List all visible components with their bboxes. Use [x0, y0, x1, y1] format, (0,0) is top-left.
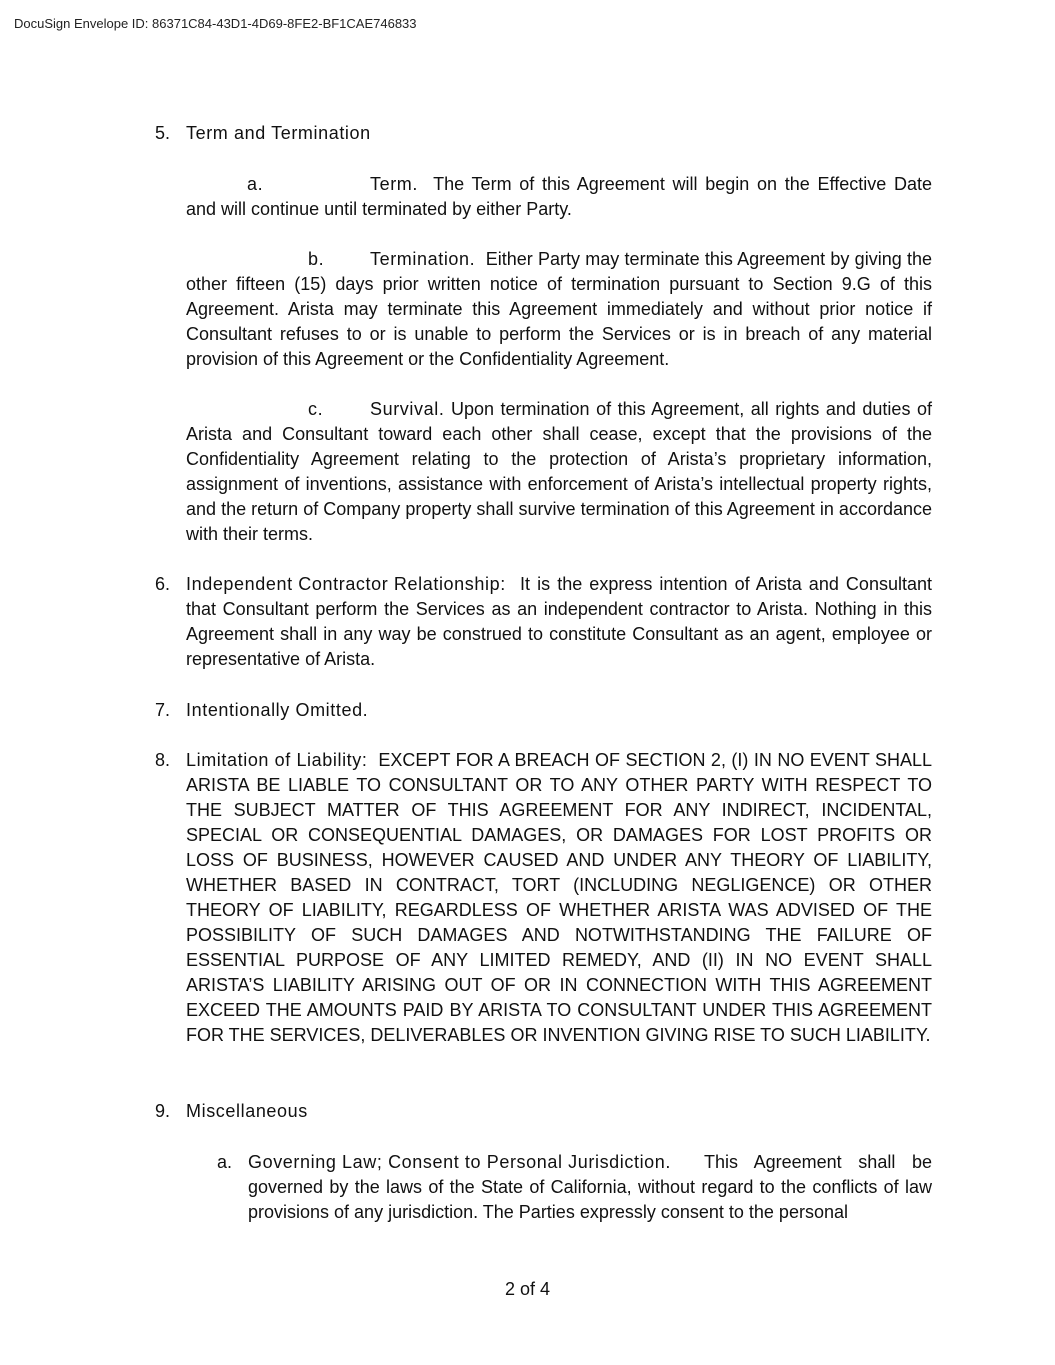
- section-9-number: 9.: [155, 1101, 171, 1121]
- section-5b-text: Either Party may terminate this Agreement by giving the other fifteen (15) days prior written notice of termination pursuant to Section 9.G of this Agreement. Arista may terminate this Agreement immediately and without prior notice if Consultant refuses to or is unable to perform the Services or is in breach of any material provision of this Agreement or the Confidentiality Agreement.: [186, 249, 932, 369]
- section-9a-paragraph: [248, 1150, 932, 1225]
- section-6-heading: Independent Contractor Relationship:: [186, 574, 506, 594]
- section-5b-marker: b.: [308, 249, 325, 269]
- section-8-paragraph: [186, 748, 932, 1048]
- section-7-title: Intentionally Omitted.: [186, 700, 369, 720]
- section-8-text: EXCEPT FOR A BREACH OF SECTION 2, (I) IN NO EVENT SHALL ARISTA BE LIABLE TO CONSULTANT OR TO ANY OTHER PARTY WITH RESPECT TO THE SUBJECT MATTER OF THIS AGREEMENT FOR ANY INDIRECT, INCIDENTAL, SPECIAL OR CONSEQUENTIAL DAMAGES, OR DAMAGES FOR LOST PROFITS OR LOSS OF BUSINESS, HOWEVER CAUSED AND UNDER ANY THEORY OF LIABILITY, WHETHER BASED IN CONTRACT, TORT (INCLUDING NEGLIGENCE) OR OTHER THEORY OF LIABILITY, REGARDLESS OF WHETHER ARISTA WAS ADVISED OF THE POSSIBILITY OF SUCH DAMAGES AND NOTWITHSTANDING THE FAILURE OF ESSENTIAL PURPOSE OF ANY LIMITED REMEDY, AND (II) IN NO EVENT SHALL ARISTA’S LIABILITY ARISING OUT OF OR IN CONNECTION WITH THIS AGREEMENT EXCEED THE AMOUNTS PAID BY ARISTA TO CONSULTANT UNDER THIS AGREEMENT FOR THE SERVICES, DELIVERABLES OR INVENTION GIVING RISE TO SUCH LIABILITY.: [186, 750, 932, 1045]
- section-5a-paragraph: [186, 172, 932, 222]
- section-6-paragraph: [186, 572, 932, 672]
- section-5-number: 5.: [155, 123, 171, 143]
- section-5a-heading: Term.: [370, 174, 418, 194]
- section-5c-paragraph: [186, 397, 932, 547]
- section-5c-heading: Survival.: [370, 399, 445, 419]
- section-9-title: Miscellaneous: [186, 1101, 308, 1121]
- section-5-title: Term and Termination: [186, 123, 371, 143]
- section-6-number: 6.: [155, 574, 171, 594]
- section-5b-heading: Termination.: [370, 249, 476, 269]
- section-9a-heading: Governing Law; Consent to Personal Jurisdiction.: [248, 1152, 672, 1172]
- section-5a-text: The Term of this Agreement will begin on the Effective Date and will continue until terminated by either Party.: [186, 174, 932, 219]
- section-8-heading: Limitation of Liability:: [186, 750, 368, 770]
- section-6-text: It is the express intention of Arista and Consultant that Consultant perform the Services as an independent contractor to Arista. Nothing in this Agreement shall in any way be construed to constitute Consultant as an agent, employee or representative of Arista.: [186, 574, 932, 669]
- section-8-number: 8.: [155, 750, 171, 770]
- section-9a-text: This Agreement shall be governed by the laws of the State of California, without regard to the conflicts of law provisions of any jurisdiction. The Parties expressly consent to the personal: [248, 1152, 932, 1222]
- docusign-envelope-id: DocuSign Envelope ID: 86371C84-43D1-4D69-8FE2-BF1CAE746833: [14, 16, 417, 31]
- page-number: 2 of 4: [504, 1279, 551, 1299]
- section-5c-marker: c.: [308, 399, 324, 419]
- section-5a-marker: a.: [247, 174, 264, 194]
- section-7-number: 7.: [155, 700, 171, 720]
- section-9a-marker: a.: [217, 1152, 233, 1172]
- section-5b-paragraph: [186, 247, 932, 372]
- section-5c-text: Upon termination of this Agreement, all rights and duties of Arista and Consultant toward each other shall cease, except that the provisions of the Confidentiality Agreement relating to the protection of Arista’s proprietary information, assignment of inventions, assistance with enforcement of Arista’s intellectual property rights, and the return of Company property shall survive termination of this Agreement in accordance with their terms.: [186, 399, 932, 544]
- section-5-heading: [155, 121, 371, 146]
